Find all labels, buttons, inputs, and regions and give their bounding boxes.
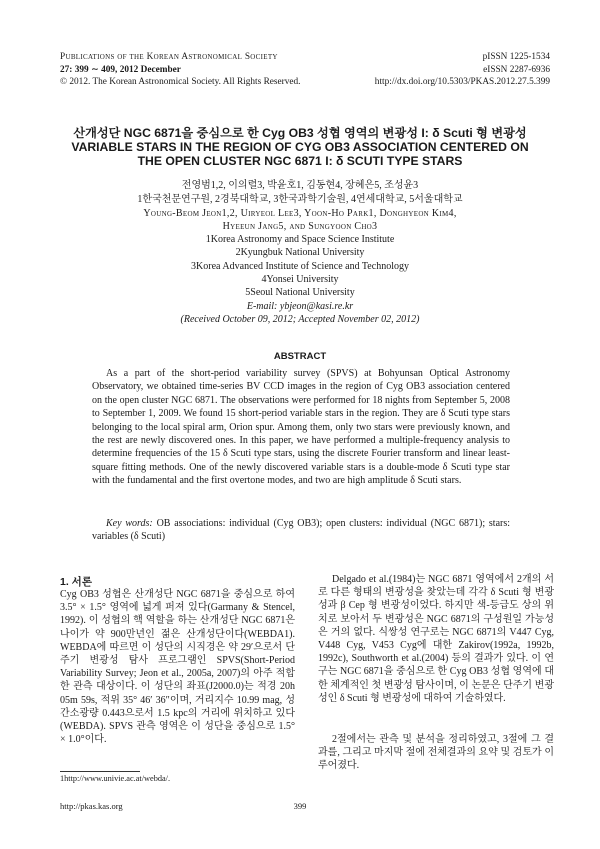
footnote: 1http://www.univie.ac.at/webda/.: [60, 774, 171, 783]
affiliation-2: 2Kyungbuk National University: [235, 247, 365, 259]
right-column-paragraph-2: 2절에서는 관측 및 분석을 정리하였고, 3절에 그 결과를, 그리고 마지막 절에 전체결과의 요약 및 검토가 이루어졌다.: [318, 734, 554, 772]
affiliation-5: 5Seoul National University: [245, 287, 355, 299]
keywords-text: OB associations: individual (Cyg OB3); open clusters: individual (NGC 6871); stars: variables (δ Scuti): [92, 518, 511, 543]
english-title-line2: THE OPEN CLUSTER NGC 6871 I: δ SCUTI TYPE STARS: [137, 154, 463, 168]
doi-link[interactable]: http://dx.doi.org/10.5303/PKAS.2012.27.5.399: [374, 77, 550, 87]
affiliation-list: [0, 233, 600, 299]
copyright-line: © 2012. The Korean Astronomical Society. All Rights Reserved.: [60, 77, 301, 87]
korean-author-names: 전영범1,2, 이의렬3, 박윤호1, 김동현4, 장혜은5, 조성윤3: [181, 180, 419, 191]
running-header-right: [375, 51, 550, 89]
right-column-paragraph-1: Delgado et al.(1984)는 NGC 6871 영역에서 2개의 서로 다른 형태의 변광성을 찾았는데 각각 δ Scuti 형 변광성과 β Cep 형 변광성이었다. 하지만 색-등급도 상의 위치로 보아서 두 변광성은 NGC 6871의 구성원일 가능성은 거의 없다. 식쌍성 연구로는 NGC 6871의 V447 Cyg, V448 Cyg, V453 Cyg에 대한 Zakirov(1992a, 1992b, 1992c), Southworth et al.(2004) 등의 결과가 있다. 이 연구는 NGC 6871을 중심으로 한 Cyg OB3 성협 영역에 대한 체계적인 첫 변광성 탐사이며, 이 논문은 단주기 변광성인 δ Scuti 형 변광성에 대하여 기술하였다.: [318, 574, 554, 704]
journal-name: Publications of the Korean Astronomical Society: [60, 52, 278, 62]
volume-line: 27: 399 ∼ 409, 2012 December: [60, 64, 181, 75]
eissn: eISSN 2287-6936: [483, 64, 550, 75]
english-title-line1: VARIABLE STARS IN THE REGION OF CYG OB3 ASSOCIATION CENTERED ON: [71, 140, 529, 154]
keywords-label: Key words:: [106, 518, 153, 529]
affiliation-1: 1Korea Astronomy and Space Science Institute: [205, 234, 395, 245]
english-authors-line1: Young-Beom Jeon1,2, Uiryeol Lee3, Yoon-Ho Park1, Donghyeon Kim4,: [143, 208, 457, 219]
pissn: pISSN 1225-1534: [482, 52, 550, 62]
footnote-rule: [60, 771, 140, 772]
email: E-mail: ybjeon@kasi.re.kr: [246, 301, 354, 312]
affiliation-3: 3Korea Advanced Institute of Science and Technology: [191, 260, 409, 272]
left-column-text: Cyg OB3 성협은 산개성단 NGC 6871을 중심으로 하여 3.5° × 1.5° 영역에 넓게 퍼져 있다(Garmany & Stencel, 1992). 이 성협의 핵 역할을 하는 산개성단 NGC 6871은 나이가 약 900만년인 젊은 산개성단이다(WEBDA1). WEBDA에 따르면 이 성단의 시직경은 약 29′으로서 단주기 변광성 탐사 프로그램인 SPVS(Short-Period Variability Survey; Jeon et al., 2005a, 2007)의 아주 적합한 관측 대상이다. 이 성단의 좌표(J2000.0)는 적경 20h 05m 59s, 적위 35° 46′ 36″이며, 거리지수 10.99 mag, 성간소광량 0.443으로서 1.5 kpc의 거리에 위치하고 있다(WEBDA). SPVS 관측 영역은 이 성단을 중심으로 1.5° × 1.0°이다.: [60, 589, 295, 746]
running-header-left: [60, 51, 300, 89]
footer-url[interactable]: http://pkas.kas.org: [60, 801, 123, 811]
page-number: 399: [293, 801, 307, 811]
abstract-text: As a part of the short-period variability survey (SPVS) at Bohyunsan Optical Astronomy Observatory, we obtained time-series BV CCD images in the region of Cyg OB3 association centered on the open cluster NGC 6871. The observations were performed for 18 nights from September 5, 2008 to September 1, 2009. We found 15 short-period variable stars in the region. They are δ Scuti type stars belonging to the local spiral arm, Orion spur. Among them, only two stars were previously known, and the rest are newly discovered ones. In this paper, we have performed a multiple-frequency analysis to determine frequencies of the 15 δ Scuti type stars, using the discrete Fourier transform and linear least-square fitting methods. One of the newly discovered variable stars is a double-mode δ Scuti type star with the fundamental and the first overtone modes, and two are high amplitude δ Scuti stars.: [92, 368, 510, 487]
abstract-heading: ABSTRACT: [273, 351, 327, 362]
english-authors-line2: Hyeeun Jang5, and Sungyoon Cho3: [222, 221, 378, 232]
korean-title: 산개성단 NGC 6871을 중심으로 한 Cyg OB3 성협 영역의 변광성 I: δ Scuti 형 변광성: [73, 126, 527, 140]
section-heading: 1. 서론: [60, 576, 92, 588]
received-dates: (Received October 09, 2012; Accepted November 02, 2012): [180, 314, 420, 325]
keywords: [92, 517, 510, 544]
korean-author-affiliations: 1한국천문연구원, 2경북대학교, 3한국과학기술원, 4연세대학교, 5서울대학교: [137, 194, 463, 205]
affiliation-4: 4Yonsei University: [261, 273, 339, 285]
